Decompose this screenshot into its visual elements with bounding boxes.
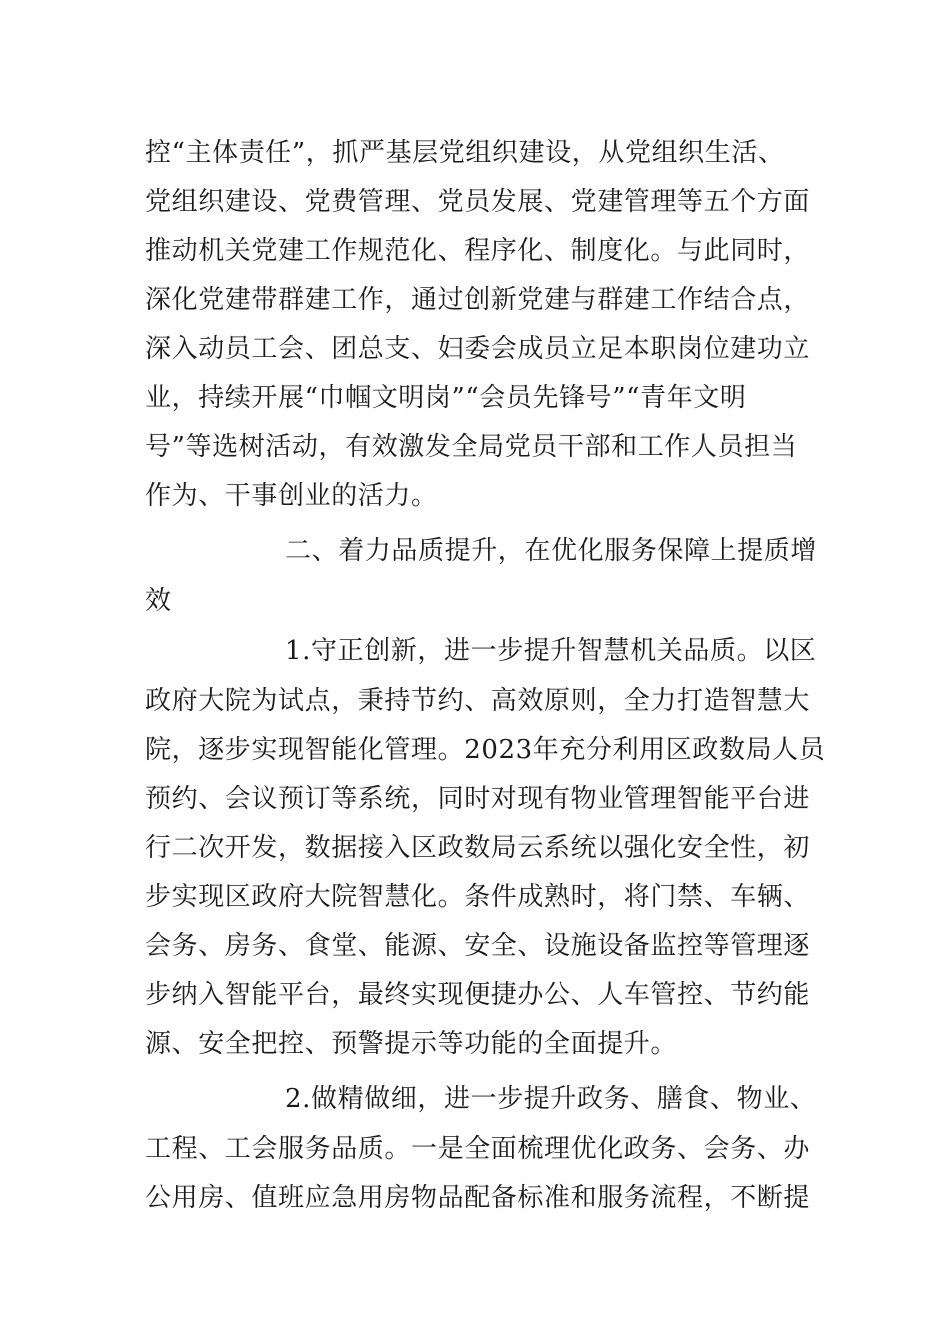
section-heading-continuation: 效 xyxy=(145,586,172,616)
paragraph-start: 2.做精做细，进一步提升政务、膳食、物业、 xyxy=(285,1084,817,1114)
body-text-line: 源、安全把控、预警提示等功能的全面提升。 xyxy=(145,1029,678,1059)
body-text-line: 号”等选树活动，有效激发全局党员干部和工作人员担当 xyxy=(145,432,798,462)
body-text-line: 步纳入智能平台，最终实现便捷办公、人车管控、节约能 xyxy=(145,980,811,1010)
body-text-line: 政府大院为试点，秉持节约、高效原则，全力打造智慧大 xyxy=(145,686,811,716)
body-text-line: 院，逐步实现智能化管理。2023年充分利用区政数局人员 xyxy=(145,735,826,765)
body-text-line: 作为、干事创业的活力。 xyxy=(145,481,438,511)
body-text-line: 会务、房务、食堂、能源、安全、设施设备监控等管理逐 xyxy=(145,931,811,961)
body-text-line: 工程、工会服务品质。一是全面梳理优化政务、会务、办 xyxy=(145,1134,811,1164)
section-heading: 二、着力品质提升，在优化服务保障上提质增 xyxy=(285,536,818,566)
paragraph-start: 1.守正创新，进一步提升智慧机关品质。以区 xyxy=(285,636,817,666)
body-text-line: 步实现区政府大院智慧化。条件成熟时，将门禁、车辆、 xyxy=(145,882,811,912)
body-text-line: 控“主体责任”，抓严基层党组织建设，从党组织生活、 xyxy=(145,138,785,168)
body-text-line: 深化党建带群建工作，通过创新党建与群建工作结合点， xyxy=(145,285,811,315)
body-text-line: 行二次开发，数据接入区政数局云系统以强化安全性，初 xyxy=(145,833,811,863)
body-text-line: 推动机关党建工作规范化、程序化、制度化。与此同时， xyxy=(145,236,811,266)
body-text-line: 业，持续开展“巾帼文明岗”“会员先锋号”“青年文明 xyxy=(145,383,747,413)
body-text-line: 公用房、值班应急用房物品配备标准和服务流程，不断提 xyxy=(145,1183,811,1213)
body-text-line: 预约、会议预订等系统，同时对现有物业管理智能平台进 xyxy=(145,784,811,814)
body-text-line: 深入动员工会、团总支、妇委会成员立足本职岗位建功立 xyxy=(145,334,811,364)
body-text-line: 党组织建设、党费管理、党员发展、党建管理等五个方面 xyxy=(145,187,811,217)
